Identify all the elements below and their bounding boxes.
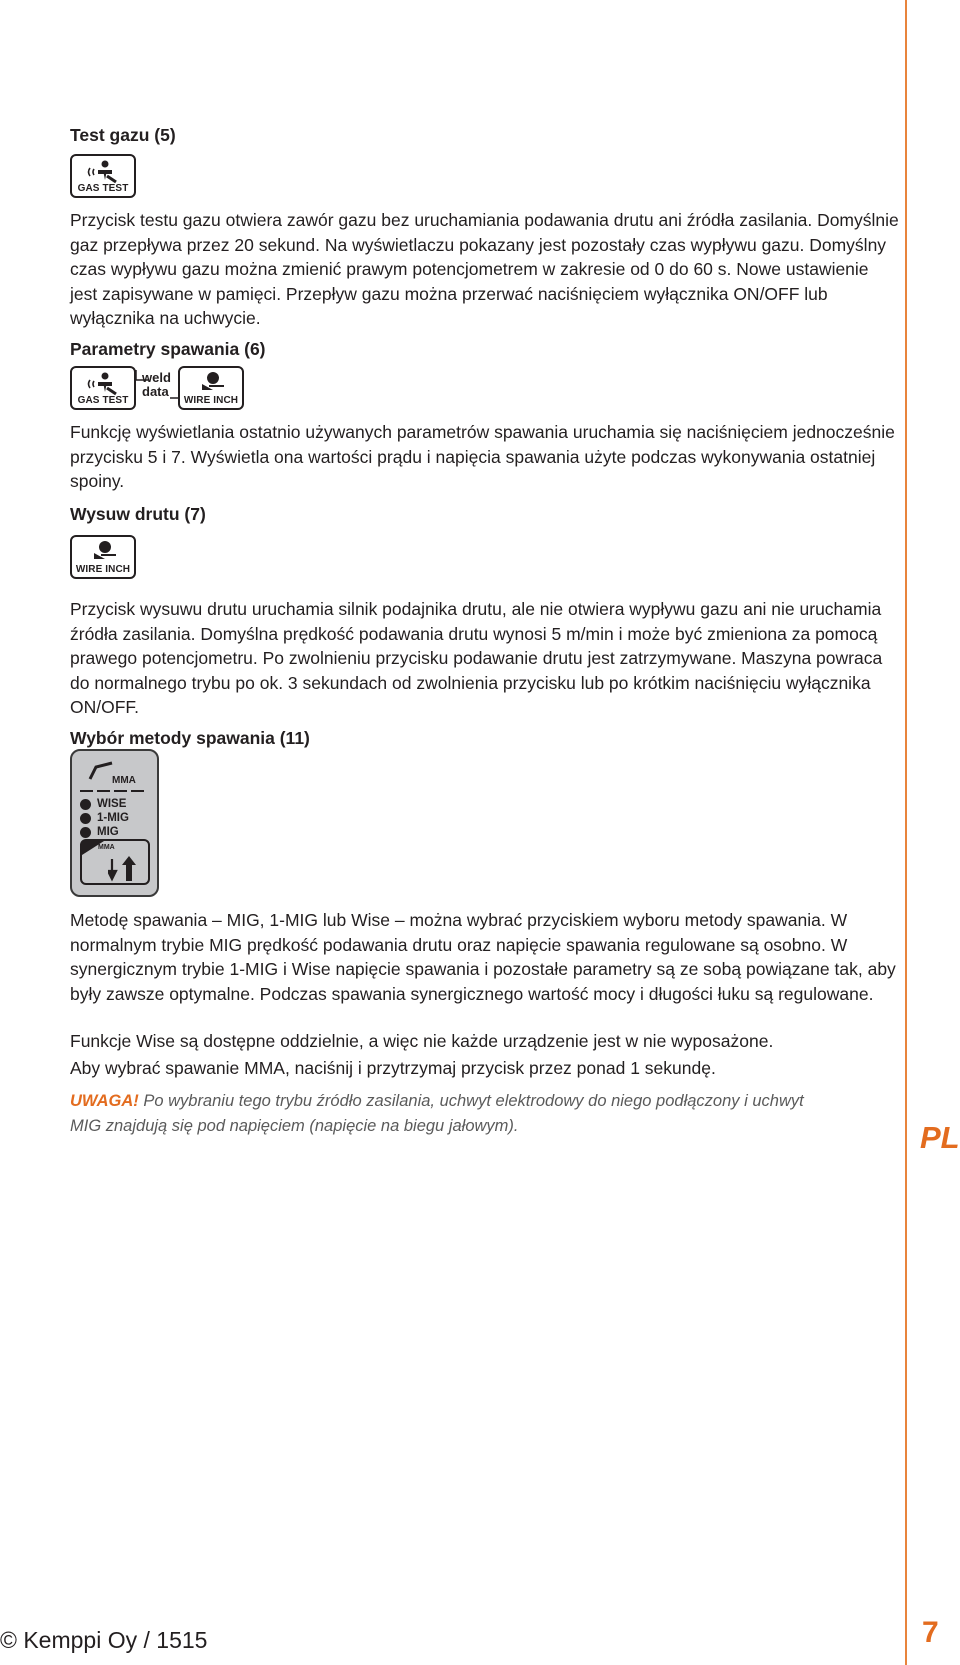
up-down-arrows-icon xyxy=(108,855,138,883)
weld-label: weld xyxy=(142,370,171,385)
weld-data-label xyxy=(142,371,171,399)
weld-params-heading: Parametry spawania (6) xyxy=(70,339,266,359)
mode-label-mig: MIG xyxy=(97,826,119,838)
wire-inch-button-icon xyxy=(70,535,136,579)
method-select-button xyxy=(80,839,150,885)
method-select-panel xyxy=(70,749,159,897)
led-dot xyxy=(80,813,91,824)
divider-dash xyxy=(114,790,127,792)
gas-test-caption: GAS TEST xyxy=(77,395,129,406)
led-dot xyxy=(80,799,91,810)
weld-params-gas-test-icon xyxy=(70,366,136,410)
method-select-text-2: Funkcje Wise są dostępne oddzielnie, a więc nie każde urządzenie jest w nie wyposażone. xyxy=(70,1031,774,1051)
warning-note xyxy=(70,1089,830,1138)
gas-test-text: Przycisk testu gazu otwiera zawór gazu bez uruchamiania podawania drutu ani źródła zasilania. Domyślnie gaz przepływa przez 20 sekund. Na wyświetlaczu pokazany jest pozostały czas wypływu gazu. Domyślny czas wypływu gazu można zmienić prawym potencjometrem w zakresie od 0 do 60 s. Nowe ustawienie jest zapisywane w pamięci. Przepływ gazu można przerwać naciśnięciem wyłącznika ON/OFF lub wyłącznika na uchwycie. xyxy=(70,210,899,328)
language-tag: PL xyxy=(920,1120,960,1155)
wire-feed-icon xyxy=(72,539,134,567)
weld-params-wire-inch-icon xyxy=(178,366,244,410)
warning-text: Po wybraniu tego trybu źródło zasilania, uchwyt elektrodowy do niego podłączony i uchwyt MIG znajdują się pod napięciem (napięcie na biegu jałowym). xyxy=(70,1092,804,1135)
wire-inch-text: Przycisk wysuwu drutu uruchamia silnik podajnika drutu, ale nie otwiera wypływu gazu ani nie uruchamia źródła zasilania. Domyślna prędkość podawania drutu wynosi 5 m/min i może być zmieniona za pomocą prawego potencjometru. Po zwolnieniu przycisku podawanie drutu jest zatrzymywane. Maszyna powraca do normalnego trybu po ok. 3 sekundach od zwolnienia przycisku lub po krótkim naciśnięciu wyłącznika ON/OFF. xyxy=(70,599,883,717)
data-label: data xyxy=(142,384,169,399)
method-select-heading: Wybór metody spawania (11) xyxy=(70,728,310,748)
footer-copyright: © Kemppi Oy / 1515 xyxy=(0,1627,208,1653)
gas-valve-icon xyxy=(72,158,134,186)
method-select-text-1: Metodę spawania – MIG, 1-MIG lub Wise – można wybrać przyciskiem wyboru metody spawania. W normalnym trybie MIG prędkość podawania drutu oraz napięcie spawania regulowane są osobno. W synergicznym trybie 1-MIG i Wise napięcie spawania i pozostałe parametry są ze sobą powiązane tak, aby były zawsze optymalne. Podczas spawania synergicznego wartość mocy i długości łuku są regulowane. xyxy=(70,910,896,1004)
mode-led-1-mig xyxy=(80,812,129,824)
mode-led-mig xyxy=(80,826,119,838)
divider-dash xyxy=(80,790,93,792)
weld-params-text: Funkcję wyświetlania ostatnio używanych parametrów spawania uruchamia się naciśnięciem jednocześnie przycisku 5 i 7. Wyświetla ona wartości prądu i napięcia spawania użyte podczas wykonywania ostatniej spoiny. xyxy=(70,422,895,491)
wire-inch-caption: WIRE INCH xyxy=(183,395,239,406)
mma-indicator-label: MMA xyxy=(112,775,136,786)
method-select-text-3: Aby wybrać spawanie MMA, naciśnij i przytrzymaj przycisk przez ponad 1 sekundę. xyxy=(70,1058,716,1078)
wire-inch-heading: Wysuw drutu (7) xyxy=(70,504,206,524)
gas-test-button-icon xyxy=(70,154,136,198)
wire-feed-icon xyxy=(180,370,242,398)
led-dot xyxy=(80,827,91,838)
page-number: 7 xyxy=(922,1616,939,1649)
warning-label: UWAGA! xyxy=(70,1092,139,1110)
side-accent-rule xyxy=(905,0,907,1665)
mma-button-label: MMA xyxy=(98,844,115,851)
mode-led-wise xyxy=(80,798,126,810)
mode-label-1-mig: 1-MIG xyxy=(97,812,129,824)
divider-dash xyxy=(97,790,110,792)
divider-dash xyxy=(131,790,144,792)
gas-test-heading: Test gazu (5) xyxy=(70,125,176,145)
gas-test-caption: GAS TEST xyxy=(77,183,129,194)
mode-label-wise: WISE xyxy=(97,798,127,810)
wire-inch-caption: WIRE INCH xyxy=(75,564,131,575)
gas-valve-icon xyxy=(72,370,134,398)
